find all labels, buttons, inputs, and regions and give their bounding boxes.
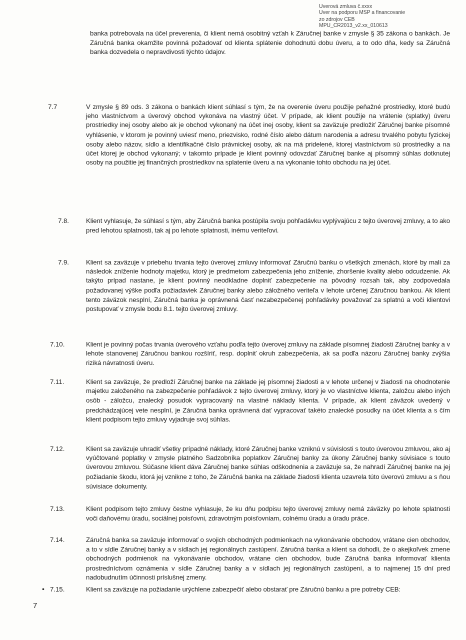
paragraph-text: Záručná banka sa zaväzuje informovať o svojich obchodných podmienkach na vykonávanie obchodov, vrátane cien obchodov, a to v sídle Záručnej banky a v sídlach jej regionálnych zastúpení. Záručná banka a klient sa dohodli, že o akejkoľvek zmene obchodných podmienok na vykonávanie obchodov, vrátane cien obchodov, bude Záručná banka informovať klienta prostredníctvom oznámenia v sídle Záručnej banky a v sídlach jej regionálnych zastúpení, a to najmenej 15 dní pred nadobudnutím účinnosti príslušnej zmeny. xyxy=(86,537,450,582)
paragraph-number: 7.11. xyxy=(50,379,65,386)
paragraph-text: Klient sa zaväzuje, že predloží Záručnej banke na základe jej písomnej žiadosti a v lehote určenej v žiadosti na ohodnotenie majetku založeného na zabezpečenie pohľadávok z tejto úverovej zmluvy, ktorý je vo vlastníctve klienta, založcu alebo iných osôb - záložcu, znalecký posudok vypracovaný na vlastné náklady klienta. V prípade, ak klient záväzok uvedený v predchádzajúcej vete nesplní, je Záručná banka oprávnená dať vypracovať takéto znalecké posudky na účet klienta a s čím klient podpisom tejto zmluvy vyjadruje svoj súhlas. xyxy=(86,379,450,424)
paragraph-number: 7.9. xyxy=(58,259,69,267)
document-stamp xyxy=(319,4,459,30)
paragraph-text: Klient je povinný počas trvania úverového vzťahu podľa tejto úverovej zmluvy na základe písomnej žiadosti Záručnej banky a v lehote stanovenej Záručnou bankou rozšíriť, resp. doplniť okruh zabezpečenia, ak sa podľa názoru Záručnej banky zvýšia riziká návratnosti úveru. xyxy=(86,341,450,368)
paragraph-number: 7.15. xyxy=(50,587,65,594)
paragraph-text: Klient sa zaväzuje na požiadanie urýchlene zabezpečiť alebo obstarať pre Záručnú banku a pre potreby CEB: xyxy=(86,587,401,594)
paragraph-number: 7.10. xyxy=(50,341,65,349)
page-number: 7 xyxy=(33,601,38,610)
paragraph-number: 7.8. xyxy=(58,218,69,225)
stamp-line: zo zdrojov CEB xyxy=(319,16,355,23)
paragraph-number: 7.14. xyxy=(50,537,65,545)
paragraph-text: Klient podpisom tejto zmluvy čestne vyhlasuje, že ku dňu podpisu tejto úverovej zmluvy nemá záväzky po lehote splatnosti voči daňovému úradu, sociálnej poisťovni, zdravotným poisťovniam, colnému úradu a úradu práce. xyxy=(86,506,450,523)
paragraph-text: banka potrebovala na účel preverenia, či klient nemá osobitný vzťah k Záručnej banke v zmysle § 35 zákona o bankách. Je Záručná banka okamžite povinná požadovať od klienta splátenie dohodnutú dobu úveru, a to odo dňa, kedy sa Záručná banka dozvedela o nepravdivosti týchto údajov. xyxy=(90,31,450,57)
bullet-mark: • xyxy=(42,587,45,594)
paragraph-text: Klient sa zaväzuje v priebehu trvania tejto úverovej zmluvy informovať Záručnú banku o všetkých zmenách, ktoré by mali za následok zníženie hodnoty majetku, ktorý je predmetom zabezpečenia jeho zníženie, zhoršenie kvality alebo odcudzenie. Ak takýto prípad nastane, je klient povinný neodkladne doplniť zabezpečenie na pôvodný rozsah tak, aby zodpovedala požadovanej výške podľa požiadaviek Záručnej banky alebo záložného veriteľa v lehote určenej Záručnou bankou. Ak klient tento záväzok nesplní, Záručná banka je oprávnená časť nezabezpečenej pohľadávky považovať za splatnú a voči klientovi postupovať v zmysle bodu 8.1. tejto úverovej zmluvy. xyxy=(86,259,450,313)
paragraph-number: 7.12. xyxy=(50,446,65,453)
stamp-line: Úver na podporu MSP a financovanie xyxy=(319,10,406,17)
stamp-line: Úverová zmluva č.xxxx xyxy=(319,4,373,10)
paragraph-text: Klient sa zaväzuje uhradiť všetky prípadné náklady, ktoré Záručnej banke vzniknú v súvislosti s touto úverovou zmluvou, ako aj vyúčtované poplatky v zmysle platného Sadzobníka poplatkov Záručnej banky za úkony Záručnej banky súvisiace s touto úverovou zmluvou. Súčasne klient dáva Záručnej banke súhlas odškodnenia a zaväzuje sa, že nahradí Záručnej banke na jej požiadanie škodu, ktorá jej vznikne z toho, že Záručná banka na základe žiadosti klienta uzavrela túto úverovú zmluvu a s ňou súvisiace dokumenty. xyxy=(86,446,450,490)
paragraph-number: 7.13. xyxy=(50,506,65,513)
paragraph-text: V zmysle § 89 ods. 3 zákona o bankách klient súhlasí s tým, že na overenie úveru použije peňažné prostriedky, ktoré budú jeho vlastníctvom a úverový obchod vykonáva na vlastný účet. V prípade, ak klient použije na vrátenie (splatky) úveru prostriedky inej osoby alebo ak je obchod vykonaný na účet inej osoby, klient sa zaväzuje predložiť Záručnej banke písomné vyhlásenie, v ktorom je povinný uviesť meno, priezvisko, rodné číslo alebo dátum narodenia a adresu trvalého pobytu fyzickej osoby alebo názov, sídlo a identifikačné číslo právnickej osoby, ak na má pridelené, ktorej vlastníctvom sú prostriedky a na účet ktorej je obchod vykonaný; v takomto prípade je klient povinný odovzdať Záručnej banke aj písomný súhlas dotknutej osoby na použitie jej finančných prostriedkov na splatenie úveru a na vykonanie tohto obchodu na jej účet. xyxy=(86,104,450,167)
paragraph-text: Klient vyhlasuje, že súhlasí s tým, aby Záručná banka postúpila svoju pohľadávku vyplývajúcu z tejto úverovej zmluvy, a to ako pred lehotou splatnosti, tak aj po lehote splatnosti, inému veriteľovi. xyxy=(86,218,450,235)
stamp-line: MPU_CR2013_v2.xx_010613 xyxy=(319,23,388,30)
paragraph-number: 7.7 xyxy=(48,104,58,111)
